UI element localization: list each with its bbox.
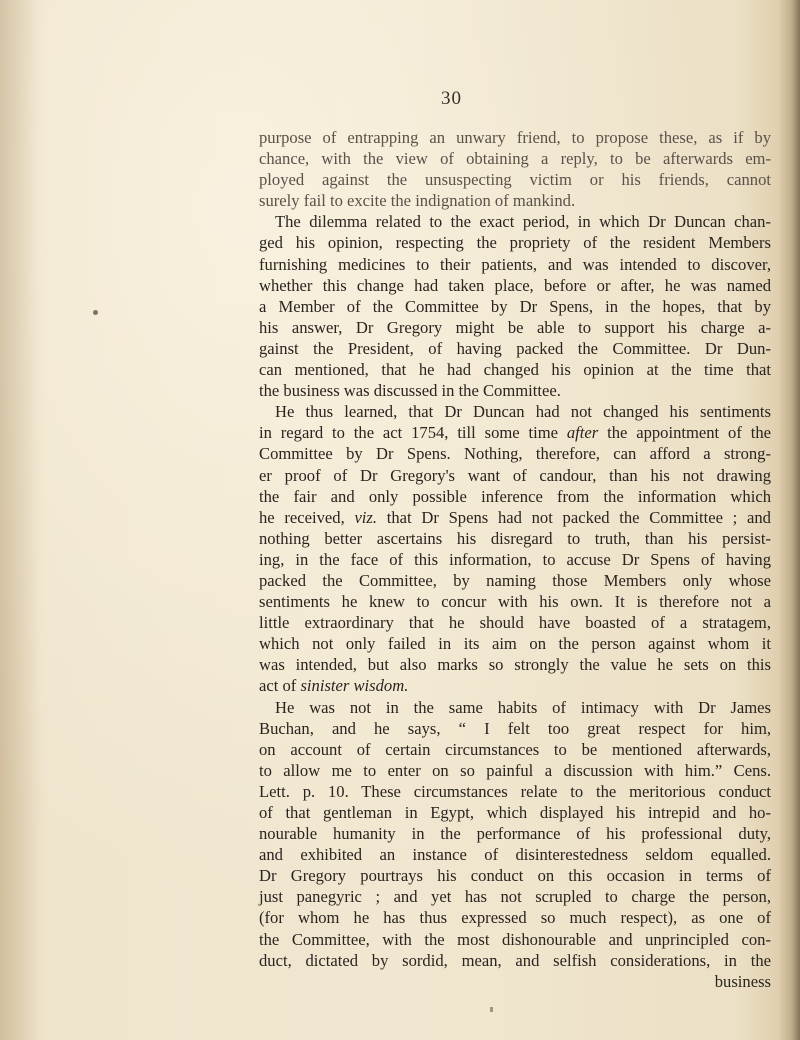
ink-mark	[490, 1007, 493, 1012]
text-line: duct, dictated by sordid, mean, and selfish considerations, in the	[259, 950, 771, 970]
page-stain	[0, 0, 40, 1040]
text-line: furnishing medicines to their patients, and was intended to discover,	[259, 254, 771, 274]
text-line: nothing better ascertains his disregard to truth, than his persist-	[259, 528, 771, 548]
text-line: of that gentleman in Egypt, which displayed his intrepid and ho-	[259, 803, 771, 822]
text-line: He thus learned, that Dr Duncan had not changed his sentiments	[275, 402, 771, 422]
text-line: just panegyric ; and yet has not scrupled to charge the person,	[259, 887, 771, 907]
page-edge-shadow	[778, 0, 800, 1040]
ink-spot	[93, 310, 98, 315]
text-line: sentiments he knew to concur with his own. It is therefore not a	[259, 592, 771, 612]
page-number: 30	[441, 88, 462, 109]
text-line: the business was discussed in the Committee.	[259, 381, 561, 401]
body-text	[259, 127, 771, 992]
text-line: which not only failed in its aim on the person against whom it	[259, 634, 771, 654]
italic-segment: viz.	[354, 507, 378, 527]
text-line: on account of certain circumstances to be mentioned afterwards,	[259, 739, 771, 759]
italic-segment: after	[566, 423, 599, 443]
text-segment: in regard to the act 1754, till some time	[259, 423, 567, 443]
text-line: Lett. p. 10. These circumstances relate to the meritorious conduct	[259, 781, 771, 801]
text-line	[259, 675, 771, 696]
text-segment: the appointment of the	[598, 423, 771, 443]
text-line: er proof of Dr Gregory's want of candour, than his not drawing	[259, 465, 771, 485]
text-segment: that Dr Spens had not packed the Committee ; and	[377, 507, 771, 527]
text-line: surely fail to excite the indignation of mankind.	[259, 191, 576, 211]
text-line: ing, in the face of this information, to accuse Dr Spens of having	[259, 549, 771, 569]
text-line: Dr Gregory pourtrays his conduct on this occasion in terms of	[259, 866, 771, 886]
text-line: the fair and only possible inference from the information which	[259, 486, 771, 506]
text-line: was intended, but also marks so strongly the value he sets on this	[259, 655, 771, 675]
text-segment: he received,	[259, 507, 355, 527]
text-line: chance, with the view of obtaining a reply, to be afterwards em-	[259, 149, 771, 169]
text-line: business	[714, 971, 771, 991]
text-line: He was not in the same habits of intimacy with Dr James	[275, 697, 771, 717]
text-line: packed the Committee, by naming those Members only whose	[259, 570, 771, 590]
text-line: whether this change had taken place, before or after, he was named	[259, 275, 771, 295]
text-line	[259, 422, 771, 443]
text-line: little extraordinary that he should have boasted of a stratagem,	[259, 613, 771, 633]
text-line: purpose of entrapping an unwary friend, to propose these, as if by	[259, 128, 771, 147]
text-line: his answer, Dr Gregory might be able to support his charge a-	[259, 317, 771, 337]
text-line: The dilemma related to the exact period, in which Dr Duncan chan-	[275, 212, 771, 232]
text-line: (for whom he has thus expressed so much respect), as one of	[259, 908, 771, 928]
text-line: the Committee, with the most dishonourable and unprincipled con-	[259, 929, 771, 949]
text-line	[259, 507, 771, 528]
text-line: and exhibited an instance of disinterestedness seldom equalled.	[259, 845, 771, 865]
text-line: a Member of the Committee by Dr Spens, in the hopes, that by	[259, 296, 771, 316]
text-line: Buchan, and he says, “ I felt too great respect for him,	[259, 718, 771, 738]
text-line: to allow me to enter on so painful a discussion with him.” Cens.	[259, 760, 771, 780]
text-line: ged his opinion, respecting the propriety of the resident Members	[259, 233, 771, 253]
italic-segment: sinister wisdom.	[300, 676, 409, 696]
text-line: gainst the President, of having packed the Committee. Dr Dun-	[259, 338, 771, 358]
text-line: Committee by Dr Spens. Nothing, therefore, can afford a strong-	[259, 444, 771, 464]
text-line: ployed against the unsuspecting victim or his friends, cannot	[259, 170, 771, 190]
text-line: nourable humanity in the performance of his professional duty,	[259, 824, 771, 844]
text-line: can mentioned, that he had changed his opinion at the time that	[259, 360, 771, 380]
text-segment: act of	[259, 676, 301, 696]
